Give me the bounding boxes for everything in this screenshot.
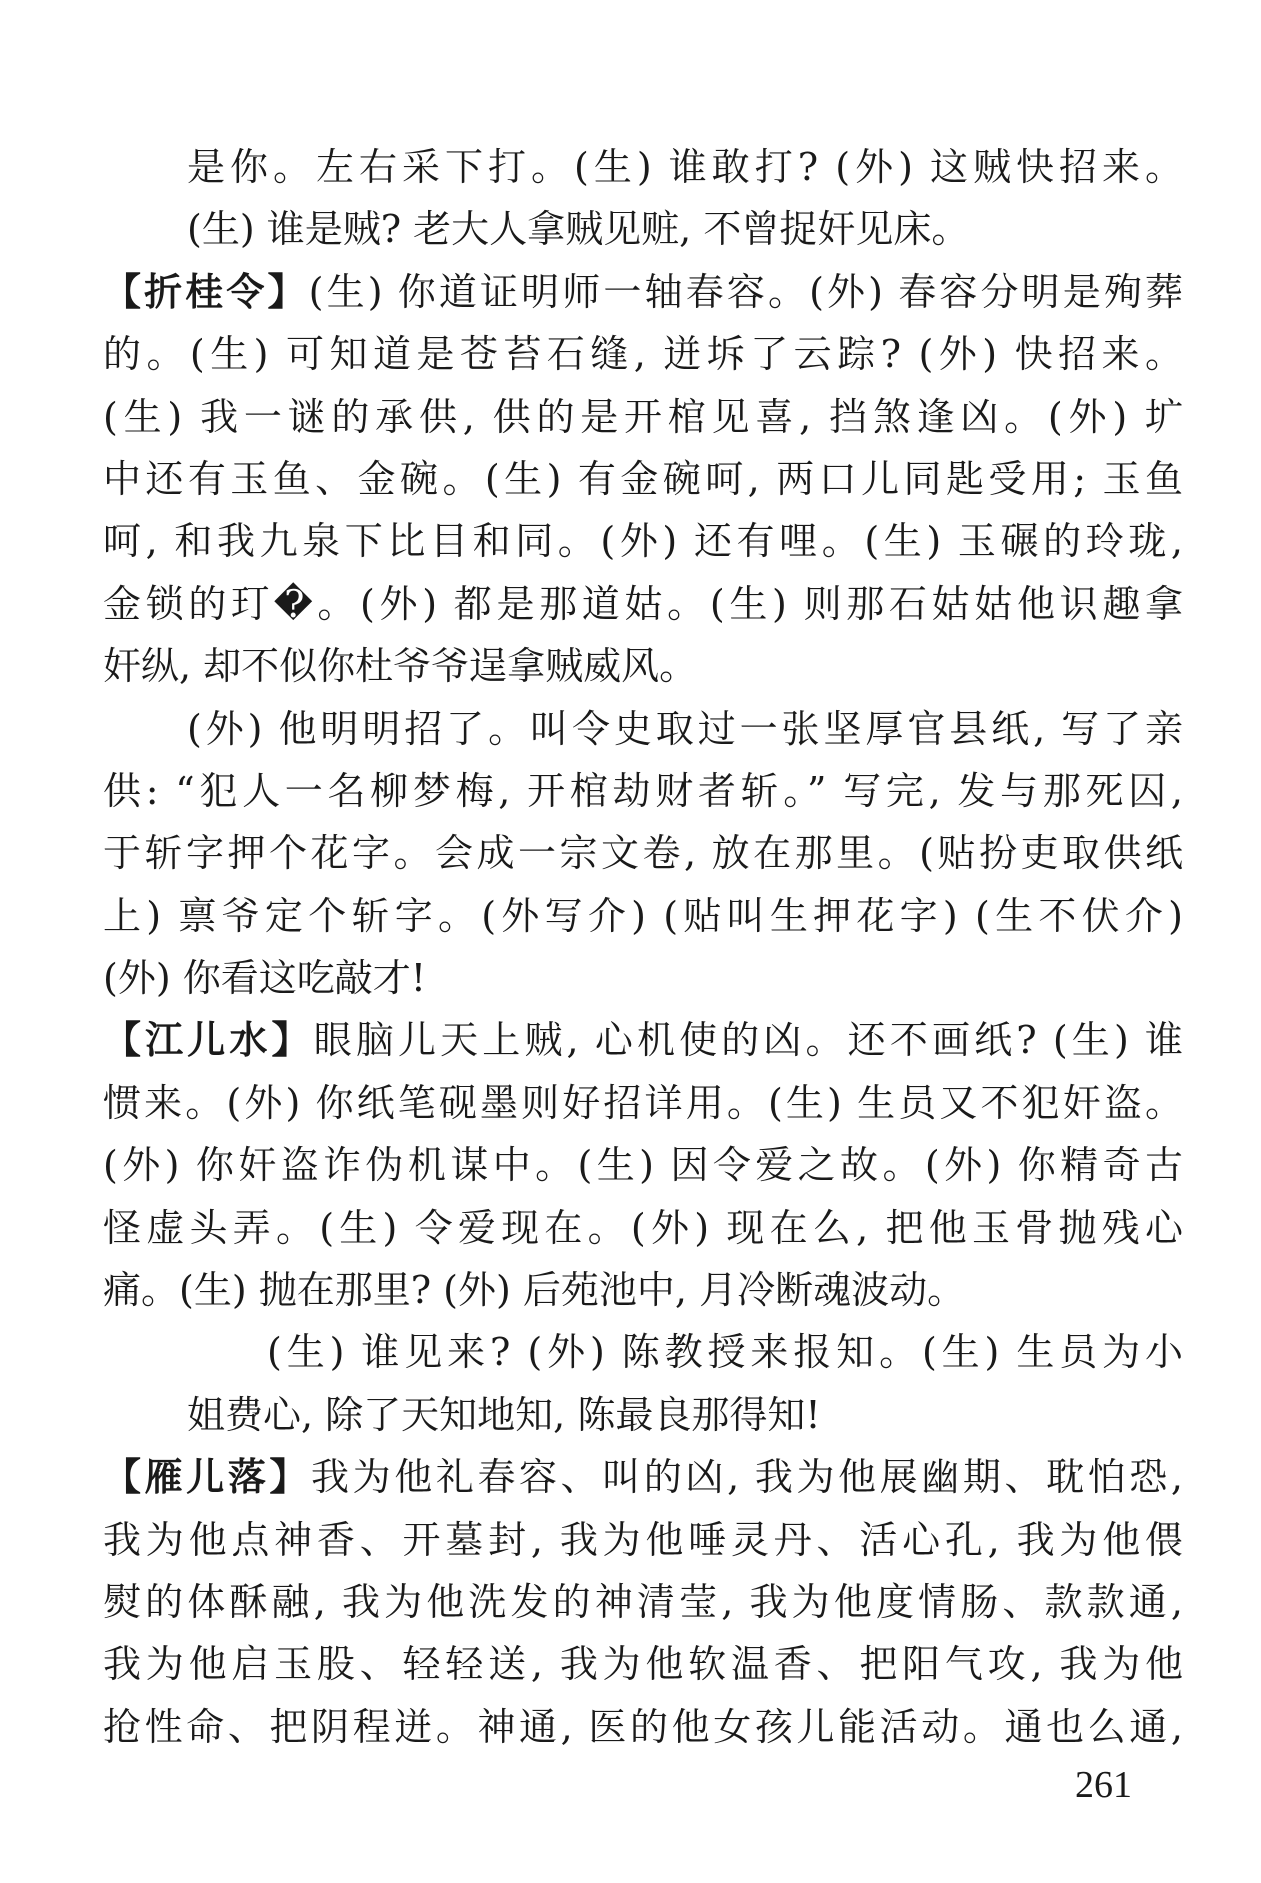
line-text: 的。(生) 可知道是苍苔石缝, 迸坼了云踪? (外) 快招来。 — [103, 332, 1183, 377]
text-line — [103, 1446, 1183, 1508]
text-line — [103, 822, 1183, 884]
text-line — [103, 198, 1183, 260]
line-text: 呵, 和我九泉下比目和同。(外) 还有哩。(生) 玉碾的玲珑, — [103, 519, 1183, 564]
line-text: (外) 你看这吃敲才! — [103, 956, 427, 1001]
text-line — [103, 136, 1183, 198]
line-text: 姐费心, 除了天知地知, 陈最良那得知! — [187, 1392, 821, 1437]
line-text: 惯来。(外) 你纸笔砚墨则好招详用。(生) 生员又不犯奸盗。 — [103, 1080, 1183, 1125]
text-line — [103, 1134, 1183, 1196]
text-line — [103, 1696, 1183, 1758]
line-text: 供: “犯人一名柳梦梅, 开棺劫财者斩。” 写完, 发与那死囚, — [103, 768, 1183, 813]
text-line — [103, 261, 1183, 323]
text-line — [103, 1259, 1183, 1321]
text-line — [103, 573, 1183, 635]
line-text: (生) 谁见来? (外) 陈教授来报知。(生) 生员为小 — [267, 1330, 1183, 1375]
text-line — [103, 698, 1183, 760]
text-line — [103, 760, 1183, 822]
line-text: (外) 他明明招了。叫令史取过一张坚厚官县纸, 写了亲 — [187, 706, 1183, 751]
line-text: 是你。左右采下打。(生) 谁敢打? (外) 这贼快招来。 — [187, 145, 1183, 189]
page-number: 261 — [1075, 1764, 1132, 1806]
line-text: 上) 禀爷定个斩字。(外写介) (贴叫生押花字) (生不伏介) — [103, 893, 1183, 938]
line-text: 我为他礼春容、叫的凶, 我为他展幽期、耽怕恐, — [311, 1455, 1183, 1500]
text-line — [103, 323, 1183, 385]
tune-title: 【江儿水】 — [103, 1018, 314, 1063]
line-text: 金锁的玎�。(外) 都是那道姑。(生) 则那石姑姑他识趣拿 — [103, 581, 1183, 626]
line-text: 我为他启玉股、轻轻送, 我为他软温香、把阳气攻, 我为他 — [103, 1642, 1183, 1687]
line-text: (生) 谁是贼? 老大人拿贼见赃, 不曾捉奸见床。 — [187, 207, 970, 252]
line-text: (生) 你道证明师一轴春容。(外) 春容分明是殉葬 — [308, 269, 1183, 314]
line-text: 于斩字押个花字。会成一宗文卷, 放在那里。(贴扮吏取供纸 — [103, 831, 1183, 876]
body-text — [103, 136, 1183, 1758]
line-text: 奸纵, 却不似你杜爷爷逞拿贼威风。 — [103, 644, 698, 689]
text-line — [103, 635, 1183, 697]
text-line — [103, 1321, 1183, 1383]
line-text: 痛。(生) 抛在那里? (外) 后苑池中, 月冷断魂波动。 — [103, 1268, 966, 1313]
text-line — [103, 1571, 1183, 1633]
text-line — [103, 386, 1183, 448]
text-line — [103, 1072, 1183, 1134]
line-text: (外) 你奸盗诈伪机谋中。(生) 因令爱之故。(外) 你精奇古 — [103, 1143, 1183, 1188]
text-line — [103, 1384, 1183, 1446]
text-line — [103, 1509, 1183, 1571]
line-text: 我为他点神香、开墓封, 我为他唾灵丹、活心孔, 我为他偎 — [103, 1517, 1183, 1562]
line-text: 中还有玉鱼、金碗。(生) 有金碗呵, 两口儿同匙受用; 玉鱼 — [103, 456, 1183, 501]
line-text: 怪虚头弄。(生) 令爱现在。(外) 现在么, 把他玉骨抛残心 — [103, 1205, 1183, 1250]
text-line — [103, 947, 1183, 1009]
tune-title: 【折桂令】 — [103, 269, 309, 314]
text-line — [103, 1633, 1183, 1695]
line-text: (生) 我一谜的承供, 供的是开棺见喜, 挡煞逢凶。(外) 圹 — [103, 394, 1183, 439]
line-text: 熨的体酥融, 我为他洗发的神清莹, 我为他度情肠、款款通, — [103, 1579, 1183, 1624]
text-line — [103, 885, 1183, 947]
text-line — [103, 448, 1183, 510]
line-text: 抢性命、把阴程迸。神通, 医的他女孩儿能活动。通也么通, — [103, 1704, 1183, 1749]
text-line — [103, 1009, 1183, 1071]
line-text: 眼脑儿天上贼, 心机使的凶。还不画纸? (生) 谁 — [313, 1018, 1183, 1063]
text-line — [103, 1197, 1183, 1259]
text-line — [103, 510, 1183, 572]
tune-title: 【雁儿落】 — [103, 1455, 312, 1500]
